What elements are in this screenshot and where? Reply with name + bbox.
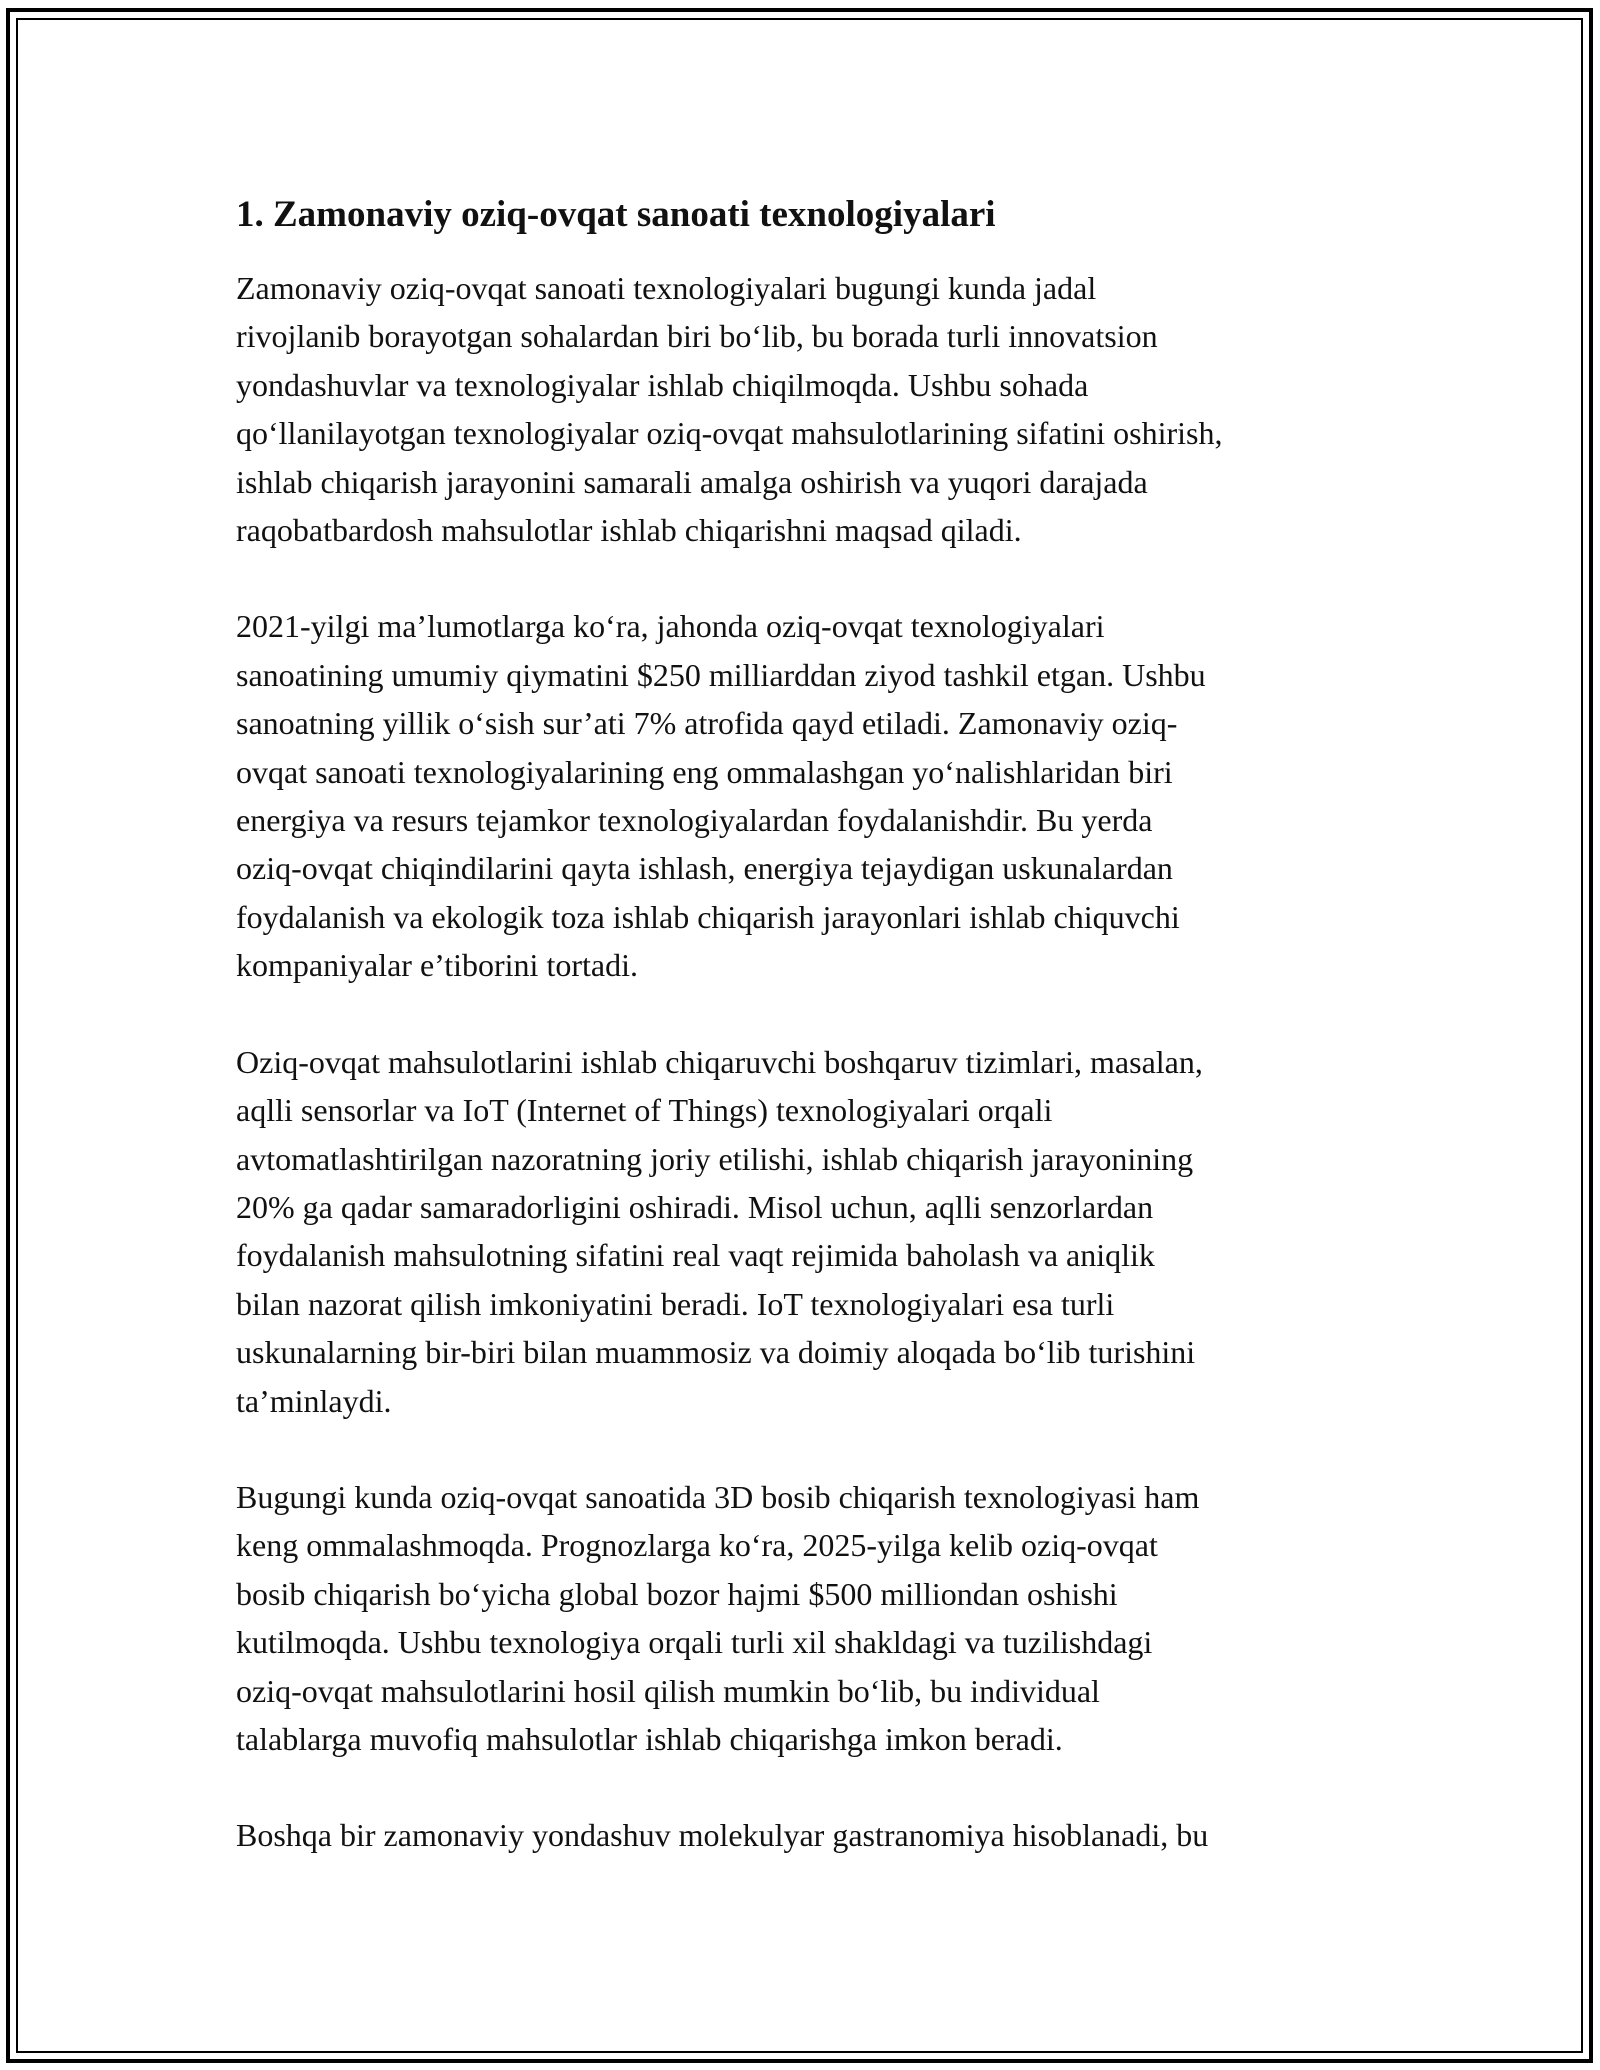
- paragraph-2: [236, 602, 1376, 989]
- text-line: ta’minlaydi.: [236, 1382, 392, 1419]
- text-line: rivojlanib borayotgan sohalardan biri bo‘lib, bu borada turli innovatsion: [236, 318, 1158, 355]
- text-line: sanoatining umumiy qiymatini $250 milliarddan ziyod tashkil etgan. Ushbu: [236, 656, 1206, 693]
- text-line: bosib chiqarish bo‘yicha global bozor hajmi $500 milliondan oshishi: [236, 1575, 1118, 1612]
- text-line: kompaniyalar e’tiborini tortadi.: [236, 947, 638, 984]
- text-line: oziq-ovqat chiqindilarini qayta ishlash, energiya tejaydigan uskunalardan: [236, 850, 1173, 887]
- text-line: bilan nazorat qilish imkoniyatini beradi. IoT texnologiyalari esa turli: [236, 1285, 1115, 1322]
- paragraph-3: [236, 1038, 1376, 1425]
- text-line: talablarga muvofiq mahsulotlar ishlab chiqarishga imkon beradi.: [236, 1720, 1063, 1757]
- paragraph-1: [236, 264, 1376, 554]
- text-line: Zamonaviy oziq-ovqat sanoati texnologiyalari bugungi kunda jadal: [236, 270, 1097, 306]
- text-line: ovqat sanoati texnologiyalarining eng ommalashgan yo‘nalishlaridan biri: [236, 753, 1173, 790]
- text-line: foydalanish mahsulotning sifatini real vaqt rejimida baholash va aniqlik: [236, 1237, 1155, 1274]
- text-line: kutilmoqda. Ushbu texnologiya orqali turli xil shakldagi va tuzilishdagi: [236, 1624, 1153, 1661]
- document-body: [236, 186, 1376, 1908]
- text-line: raqobatbardosh mahsulotlar ishlab chiqarishni maqsad qiladi.: [236, 512, 1022, 549]
- paragraph-5: [236, 1811, 1376, 1859]
- text-line: sanoatning yillik o‘sish sur’ati 7% atrofida qayd etiladi. Zamonaviy oziq-: [236, 705, 1178, 742]
- text-line: oziq-ovqat mahsulotlarini hosil qilish mumkin bo‘lib, bu individual: [236, 1672, 1100, 1709]
- text-line: yondashuvlar va texnologiyalar ishlab chiqilmoqda. Ushbu sohada: [236, 366, 1089, 403]
- text-line: uskunalarning bir-biri bilan muammosiz va doimiy aloqada bo‘lib turishini: [236, 1334, 1196, 1371]
- text-line: foydalanish va ekologik toza ishlab chiqarish jarayonlari ishlab chiquvchi: [236, 898, 1180, 935]
- text-line: Oziq-ovqat mahsulotlarini ishlab chiqaruvchi boshqaruv tizimlari, masalan,: [236, 1043, 1203, 1080]
- text-line: 20% ga qadar samaradorligini oshiradi. Misol uchun, aqlli senzorlardan: [236, 1188, 1154, 1225]
- text-line: Boshqa bir zamonaviy yondashuv molekulyar gastranomiya hisoblanadi, bu: [236, 1817, 1209, 1854]
- text-line: ishlab chiqarish jarayonini samarali amalga oshirish va yuqori darajada: [236, 463, 1148, 500]
- section-heading: 1. Zamonaviy oziq-ovqat sanoati texnologiyalari: [236, 194, 996, 235]
- text-line: energiya va resurs tejamkor texnologiyalardan foydalanishdir. Bu yerda: [236, 802, 1153, 839]
- paragraph-4: [236, 1473, 1376, 1763]
- text-line: aqlli sensorlar va IoT (Internet of Things) texnologiyalari orqali: [236, 1092, 1053, 1129]
- text-line: keng ommalashmoqda. Prognozlarga ko‘ra, 2025-yilga kelib oziq-ovqat: [236, 1527, 1158, 1564]
- text-line: qo‘llanilayotgan texnologiyalar oziq-ovqat mahsulotlarining sifatini oshirish,: [236, 415, 1223, 452]
- text-line: 2021-yilgi ma’lumotlarga ko‘ra, jahonda oziq-ovqat texnologiyalari: [236, 608, 1105, 645]
- text-line: Bugungi kunda oziq-ovqat sanoatida 3D bosib chiqarish texnologiyasi ham: [236, 1478, 1200, 1515]
- text-line: avtomatlashtirilgan nazoratning joriy etilishi, ishlab chiqarish jarayonining: [236, 1140, 1194, 1177]
